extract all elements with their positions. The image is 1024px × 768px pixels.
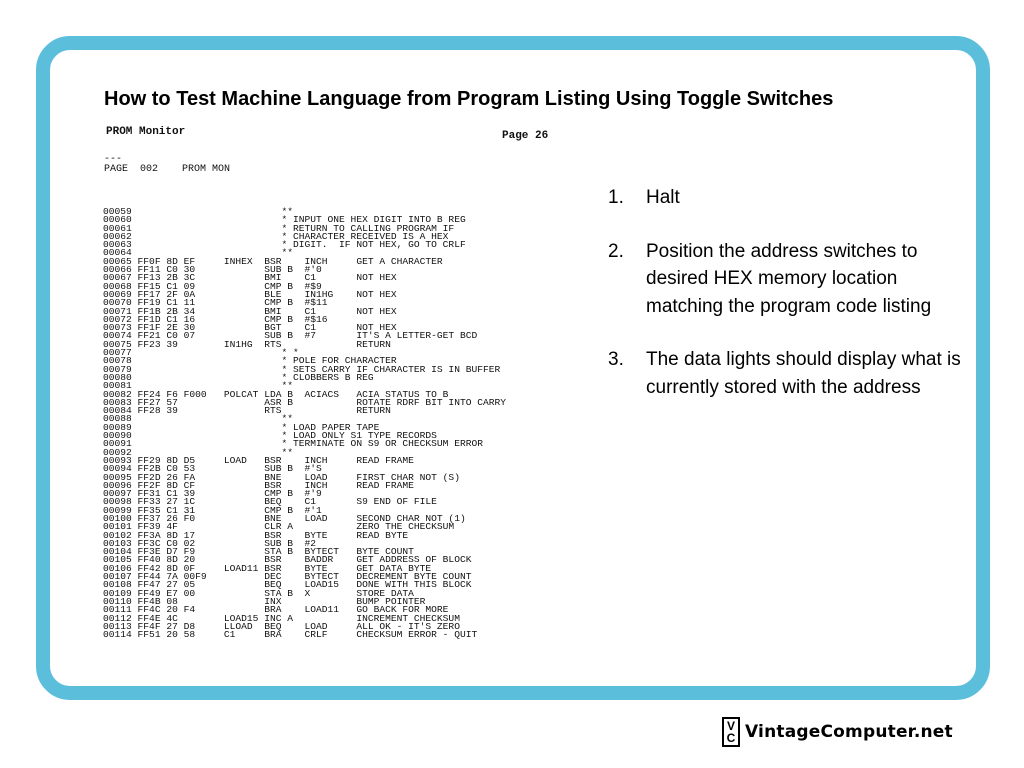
step-number: 2.	[608, 240, 624, 262]
listing-code: 00059 ** 00060 * INPUT ONE HEX DIGIT INTO B REG 00061 * RETURN TO CALLING PROGRAM IF 00062 * CHARACTER RECEIVED IS A HEX 00063 * DIGIT. IF NOT HEX, GO TO CRLF 00064 ** 00065 FF0F 8D EF INHEX BSR INCH GET A CHARACTER 00066 FF11 C0 30 SUB B #'0 00067 FF13 2B 3C BMI C1 NOT HEX 00068 FF15 C1 09 CMP B #$9 00069 FF17 2F 0A BLE IN1HG NOT HEX 00070 FF19 C1 11 CMP B #$11 00071 FF1B 2B 34 BMI C1 NOT HEX 00072 FF1D C1 16 CMP B #$16 00073 FF1F 2E 30 BGT C1 NOT HEX 00074 FF21 C0 07 SUB B #7 IT'S A LETTER-GET BCD 00075 FF23 39 IN1HG RTS RETURN 00077 * * 00078 * POLE FOR CHARACTER 00079 * SETS CARRY IF CHARACTER IS IN BUFFER 00080 * CLOBBERS B REG 00081 ** 00082 FF24 F6 F000 POLCAT LDA B ACIACS ACIA STATUS TO B 00083 FF27 57 ASR B ROTATE RDRF BIT INTO CARRY 00084 FF28 39 RTS RETURN 00088 ** 00089 * LOAD PAPER TAPE 00090 * LOAD ONLY S1 TYPE RECORDS 00091 * TERMINATE ON S9 OR CHECKSUM ERROR 00092 ** 00093 FF29 8D D5 LOAD BSR INCH READ FRAME 00094 FF2B C0 53 SUB B #'S 00095 FF2D 26 FA BNE LOAD FIRST CHAR NOT (S) 00096 FF2F 8D CF BSR INCH READ FRAME 00097 FF31 C1 39 CMP B #'9 00098 FF33 27 1C BEQ C1 S9 END OF FILE 00099 FF35 C1 31 CMP B #'1 00100 FF37 26 F0 BNE LOAD SECOND CHAR NOT (1) 00101 FF39 4F CLR A ZERO THE CHECKSUM 00102 FF3A 8D 17 BSR BYTE READ BYTE 00103 FF3C C0 02 SUB B #2 00104 FF3E D7 F9 STA B BYTECT BYTE COUNT 00105 FF40 8D 20 BSR BADDR GET ADDRESS OF BLOCK 00106 FF42 8D 0F LOAD11 BSR BYTE GET DATA BYTE 00107 FF44 7A 00F9 DEC BYTECT DECREMENT BYTE COUNT 00108 FF47 27 05 BEQ LOAD15 DONE WITH THIS BLOCK 00109 FF49 E7 00 STA B X STORE DATA 00110 FF4B 08 INX BUMP POINTER 00111 FF4C 20 F4 BRA LOAD11 GO BACK FOR MORE 00112 FF4E 4C LOAD15 INC A INCREMENT CHECKSUM 00113 FF4F 27 D8 LLOAD BEQ LOAD ALL OK - IT'S ZERO 00114 FF51 20 58 C1 BRA CRLF CHECKSUM ERROR - QUIT	[103, 206, 507, 641]
listing-dashes: ---	[104, 154, 123, 165]
step-text: Halt	[646, 187, 680, 208]
listing-page-line: PAGE 002 PROM MON	[104, 164, 231, 175]
step-text: Position the address switches to desired HEX memory location matching the program code listing	[646, 240, 932, 317]
vintagecomputer-logo	[722, 716, 953, 748]
slide-title: How to Test Machine Language from Program Listing Using Toggle Switches	[104, 88, 834, 110]
step-item	[608, 238, 968, 321]
step-item	[608, 346, 968, 401]
logo-text: VintageComputer.net	[745, 722, 953, 742]
step-item	[608, 184, 968, 212]
step-number: 3.	[608, 349, 624, 370]
program-listing	[100, 124, 560, 644]
step-text: The data lights should display what is currently stored with the address	[646, 349, 961, 398]
listing-page-number: Page 26	[502, 130, 549, 142]
step-number: 1.	[608, 187, 624, 208]
instruction-steps	[608, 184, 968, 427]
vc-logo-mark-icon: V C	[722, 717, 740, 747]
listing-header-left: PROM Monitor	[106, 126, 186, 138]
